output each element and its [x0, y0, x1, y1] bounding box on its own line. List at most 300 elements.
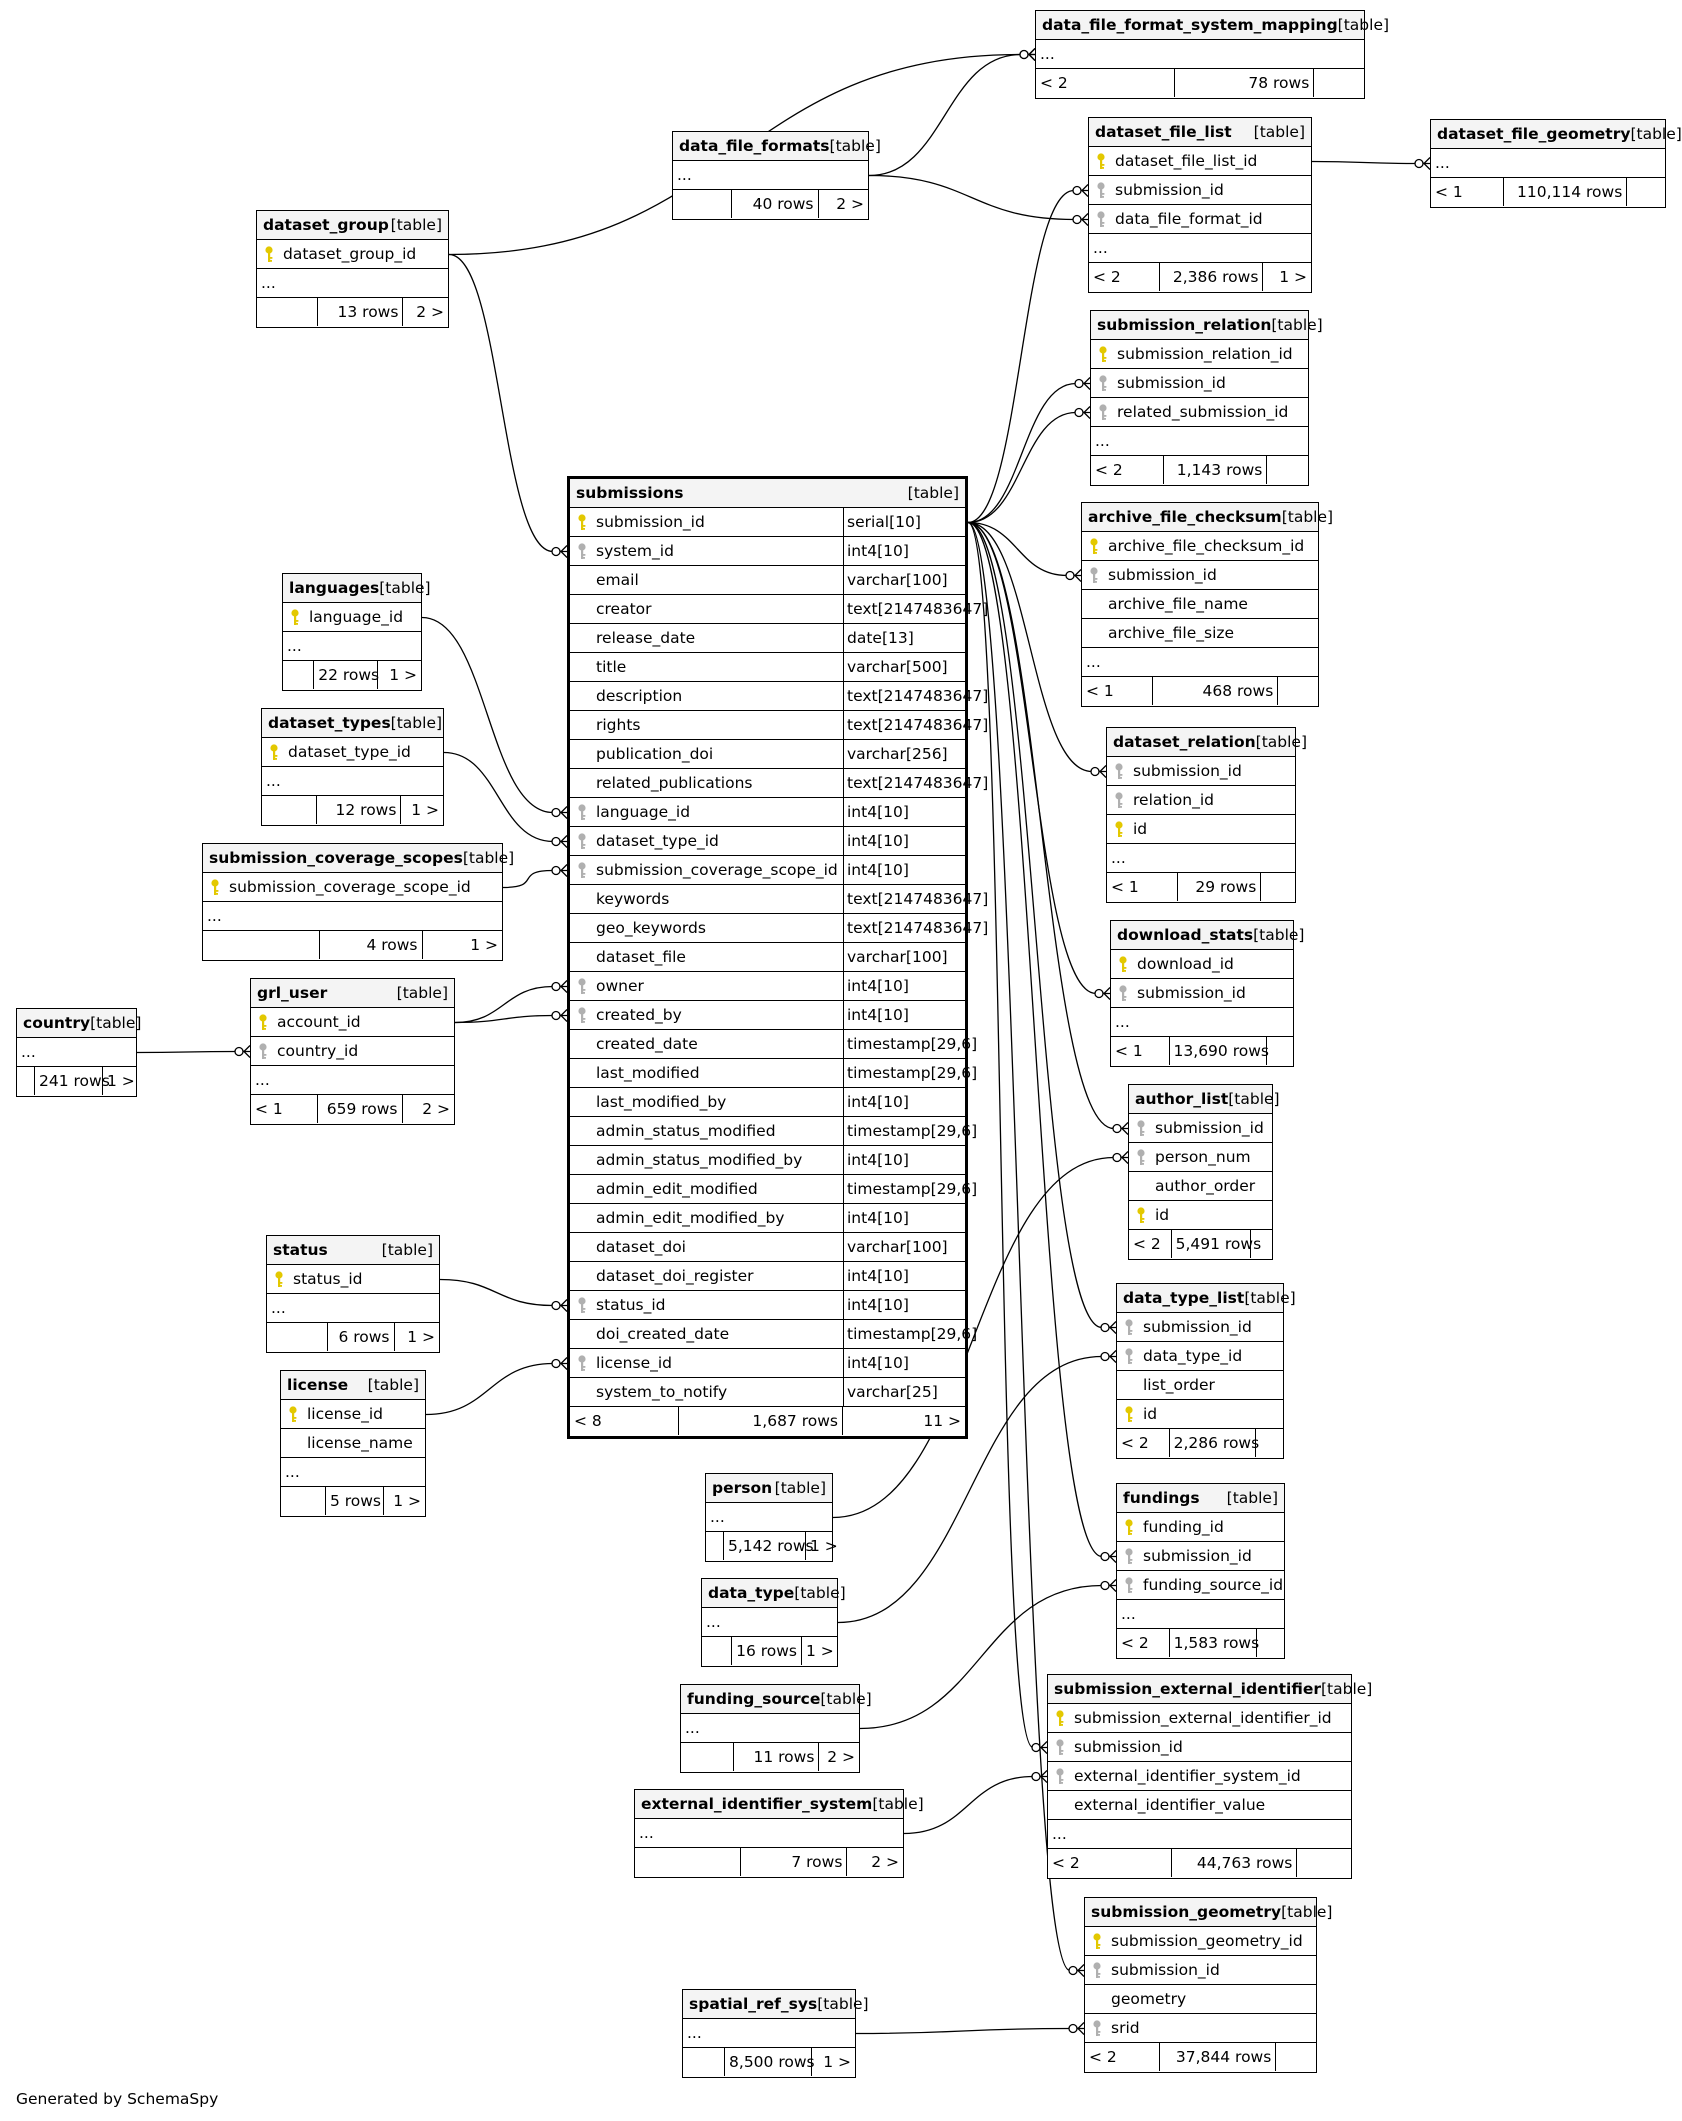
parents-count[interactable]: < 2 — [1129, 1230, 1172, 1258]
column-name: id — [1155, 1206, 1170, 1224]
column-name: description — [596, 687, 683, 705]
foreign-key-icon — [577, 1007, 587, 1024]
foreign-key-icon — [1114, 792, 1124, 809]
column-row[interactable] — [570, 1059, 978, 1088]
column-row[interactable] — [1089, 147, 1311, 176]
table-kind-label: [table] — [462, 849, 515, 867]
column-name: email — [596, 571, 639, 589]
table-header[interactable] — [1085, 1898, 1333, 1927]
column-row[interactable] — [570, 1378, 965, 1407]
children-count[interactable] — [1297, 1849, 1351, 1877]
table-name: submission_external_identifier — [1054, 1680, 1321, 1698]
parents-count[interactable] — [267, 1323, 328, 1351]
column-name: person_num — [1155, 1148, 1251, 1166]
children-count[interactable]: 2 > — [416, 303, 444, 321]
column-row[interactable] — [1129, 1172, 1272, 1201]
column-name: submission_id — [1115, 181, 1224, 199]
column-row[interactable] — [1111, 950, 1293, 979]
column-type: timestamp[29,6] — [843, 1030, 975, 1058]
column-type: varchar[500] — [843, 653, 975, 681]
parents-count[interactable]: < 2 — [1117, 1629, 1170, 1657]
primary-key-icon — [1098, 346, 1108, 363]
column-row[interactable] — [281, 1429, 425, 1458]
parents-count[interactable] — [281, 1487, 326, 1515]
parents-count[interactable] — [673, 190, 732, 218]
column-row[interactable] — [570, 1262, 965, 1291]
table-header[interactable] — [283, 574, 431, 603]
column-row[interactable] — [570, 566, 965, 595]
table-header[interactable] — [1091, 311, 1323, 340]
children-count[interactable]: 1 > — [407, 1328, 435, 1346]
column-row[interactable] — [570, 1146, 965, 1175]
more-columns-ellipsis: ... — [1089, 234, 1311, 263]
parents-count[interactable] — [683, 2048, 725, 2076]
column-row[interactable] — [1091, 369, 1308, 398]
primary-key-icon — [1114, 821, 1124, 838]
table-person[interactable] — [705, 1473, 838, 1562]
children-count[interactable] — [1261, 873, 1295, 901]
column-row[interactable] — [1117, 1542, 1284, 1571]
parents-count[interactable]: < 1 — [1111, 1037, 1170, 1065]
table-submission-geometry[interactable] — [1084, 1897, 1333, 2073]
table-kind-label: [table] — [1320, 1680, 1373, 1698]
table-kind-label: [table] — [1244, 1289, 1296, 1307]
row-count: 29 rows — [1178, 873, 1261, 901]
table-header[interactable] — [281, 1371, 425, 1400]
table-kind-label: [table] — [1271, 316, 1323, 334]
table-footer — [257, 298, 448, 327]
table-author-list[interactable] — [1128, 1084, 1280, 1260]
column-type: varchar[100] — [843, 943, 975, 971]
column-name: submission_id — [1143, 1547, 1252, 1565]
parents-count[interactable] — [203, 931, 320, 959]
column-row[interactable] — [1085, 2014, 1316, 2043]
column-row[interactable] — [251, 1008, 454, 1037]
primary-key-icon — [1092, 1933, 1102, 1950]
children-count[interactable] — [1267, 456, 1308, 484]
foreign-key-icon — [1098, 375, 1108, 392]
foreign-key-icon — [1092, 2020, 1102, 2037]
table-country[interactable] — [16, 1008, 142, 1097]
column-type: int4[10] — [843, 798, 975, 826]
column-row[interactable] — [1129, 1114, 1272, 1143]
table-header[interactable] — [1036, 11, 1390, 40]
table-name: dataset_relation — [1113, 733, 1256, 751]
more-columns-ellipsis: ... — [1036, 40, 1364, 69]
column-row[interactable] — [570, 1030, 978, 1059]
column-name: dataset_file — [596, 948, 686, 966]
column-name: submission_id — [1155, 1119, 1264, 1137]
column-row[interactable] — [1082, 561, 1318, 590]
column-row[interactable] — [1129, 1143, 1272, 1172]
column-name: submission_id — [596, 513, 705, 531]
table-header[interactable] — [702, 1579, 846, 1608]
table-footer — [283, 661, 421, 690]
table-data-file-format-system-mapping[interactable] — [1035, 10, 1390, 99]
table-header[interactable] — [1111, 921, 1305, 950]
column-row[interactable] — [570, 711, 989, 740]
column-name: submission_relation_id — [1117, 345, 1293, 363]
table-header[interactable] — [1117, 1484, 1284, 1513]
primary-key-icon — [1089, 538, 1099, 555]
column-type: varchar[256] — [843, 740, 975, 768]
table-download-stats[interactable] — [1110, 920, 1305, 1067]
column-row[interactable] — [570, 508, 965, 537]
table-dataset-group[interactable] — [256, 210, 449, 328]
column-row[interactable] — [1091, 398, 1308, 427]
column-name: admin_status_modified — [596, 1122, 776, 1140]
table-funding-source[interactable] — [680, 1684, 872, 1773]
column-row[interactable] — [257, 240, 448, 269]
column-name: system_id — [596, 542, 674, 560]
column-name: title — [596, 658, 627, 676]
children-count[interactable]: 2 > — [871, 1853, 900, 1871]
column-row[interactable] — [1085, 1927, 1316, 1956]
row-count: 7 rows — [741, 1848, 847, 1876]
table-license[interactable] — [280, 1370, 426, 1517]
table-header[interactable] — [1048, 1675, 1373, 1704]
children-count[interactable] — [1276, 2043, 1316, 2071]
table-header[interactable] — [17, 1009, 142, 1038]
column-row[interactable] — [251, 1037, 454, 1066]
column-row[interactable] — [1085, 1985, 1316, 2014]
column-name: owner — [596, 977, 644, 995]
column-row[interactable] — [1117, 1571, 1284, 1600]
column-name: account_id — [277, 1013, 361, 1031]
row-count: 13,690 rows — [1170, 1037, 1267, 1065]
children-count[interactable]: 1 > — [470, 936, 498, 954]
column-name: admin_status_modified_by — [596, 1151, 803, 1169]
foreign-key-icon — [577, 978, 587, 995]
table-footer — [1048, 1849, 1351, 1878]
children-count[interactable] — [1267, 1037, 1293, 1065]
children-count[interactable]: 1 > — [806, 1642, 834, 1660]
table-status[interactable] — [266, 1235, 440, 1353]
column-type: serial[10] — [843, 508, 975, 536]
table-footer — [262, 796, 443, 825]
table-footer — [1431, 178, 1665, 207]
column-name: release_date — [596, 629, 696, 647]
table-name: submission_relation — [1097, 316, 1272, 334]
column-row[interactable] — [570, 653, 965, 682]
column-name: language_id — [309, 608, 404, 626]
column-row[interactable] — [1048, 1733, 1351, 1762]
column-type: text[2147483647] — [843, 885, 975, 913]
children-count[interactable] — [1314, 69, 1364, 97]
more-columns-ellipsis: ... — [706, 1503, 832, 1532]
children-count[interactable]: 1 > — [389, 666, 417, 684]
column-row[interactable] — [267, 1265, 439, 1294]
column-row[interactable] — [570, 1175, 978, 1204]
primary-key-icon — [1124, 1406, 1134, 1423]
parents-count[interactable]: < 2 — [1117, 1429, 1170, 1457]
column-type: text[2147483647] — [843, 595, 975, 623]
table-footer — [1085, 2043, 1316, 2072]
table-name: country — [23, 1014, 91, 1032]
parents-count[interactable]: < 1 — [1082, 677, 1153, 705]
table-dataset-types[interactable] — [261, 708, 444, 826]
row-count: 1,143 rows — [1164, 456, 1267, 484]
table-submission-coverage-scopes[interactable] — [202, 843, 515, 961]
table-kind-label: [table] — [396, 984, 448, 1002]
column-row[interactable] — [1089, 205, 1311, 234]
table-name: dataset_file_list — [1095, 123, 1232, 141]
column-row[interactable] — [1082, 590, 1318, 619]
column-type: varchar[100] — [843, 566, 975, 594]
column-name: related_submission_id — [1117, 403, 1289, 421]
table-name: person — [712, 1479, 773, 1497]
table-spatial-ref-sys[interactable] — [682, 1989, 869, 2078]
column-row[interactable] — [1117, 1513, 1284, 1542]
column-row[interactable] — [570, 972, 965, 1001]
parents-count[interactable] — [17, 1067, 35, 1095]
parents-count[interactable] — [262, 796, 317, 824]
column-row[interactable] — [283, 603, 421, 632]
column-row[interactable] — [570, 1001, 965, 1030]
column-row[interactable] — [570, 1291, 965, 1320]
children-count[interactable]: 1 > — [411, 801, 439, 819]
column-row[interactable] — [1048, 1762, 1351, 1791]
column-row[interactable] — [570, 1349, 965, 1378]
table-header[interactable] — [683, 1990, 869, 2019]
column-type: timestamp[29,6] — [843, 1059, 975, 1087]
column-row[interactable] — [570, 856, 965, 885]
column-row[interactable] — [1111, 979, 1293, 1008]
table-footer — [673, 190, 868, 219]
column-row[interactable] — [570, 943, 965, 972]
more-columns-ellipsis: ... — [267, 1294, 439, 1323]
column-row[interactable] — [1048, 1704, 1351, 1733]
table-dataset-file-geometry[interactable] — [1430, 119, 1682, 208]
table-header[interactable] — [1129, 1085, 1280, 1114]
children-count[interactable] — [1257, 1629, 1284, 1657]
column-name: admin_edit_modified — [596, 1180, 758, 1198]
table-header[interactable] — [1431, 120, 1682, 149]
column-row[interactable] — [570, 1117, 978, 1146]
foreign-key-icon — [1092, 1962, 1102, 1979]
table-fundings[interactable] — [1116, 1483, 1285, 1659]
table-archive-file-checksum[interactable] — [1081, 502, 1334, 707]
children-count[interactable]: 1 > — [393, 1492, 421, 1510]
column-row[interactable] — [570, 914, 989, 943]
children-count[interactable]: 1 > — [107, 1072, 135, 1090]
column-row[interactable] — [1107, 815, 1295, 844]
column-name: doi_created_date — [596, 1325, 730, 1343]
column-type: int4[10] — [843, 1291, 975, 1319]
parents-count[interactable] — [283, 661, 314, 689]
column-row[interactable] — [570, 1204, 965, 1233]
table-kind-label: [table] — [907, 484, 959, 502]
column-row[interactable] — [570, 798, 965, 827]
table-header[interactable] — [203, 844, 515, 873]
column-row[interactable] — [281, 1400, 425, 1429]
column-name: external_identifier_system_id — [1074, 1767, 1301, 1785]
foreign-key-icon — [1055, 1739, 1065, 1756]
column-type: varchar[25] — [843, 1378, 975, 1406]
table-submissions[interactable] — [567, 476, 989, 1439]
table-header[interactable] — [1117, 1284, 1296, 1313]
foreign-key-icon — [1136, 1120, 1146, 1137]
column-row[interactable] — [1085, 1956, 1316, 1985]
table-header[interactable] — [267, 1236, 439, 1265]
foreign-key-icon — [1096, 182, 1106, 199]
column-row[interactable] — [570, 1233, 965, 1262]
row-count: 1,687 rows — [679, 1407, 843, 1435]
children-count[interactable]: 1 > — [810, 1537, 838, 1555]
column-row[interactable] — [1129, 1201, 1272, 1230]
column-name: download_id — [1137, 955, 1234, 973]
children-count[interactable] — [1627, 178, 1665, 206]
parents-count[interactable]: < 1 — [251, 1095, 318, 1123]
row-count: 659 rows — [318, 1095, 402, 1123]
column-row[interactable] — [570, 1320, 978, 1349]
parents-count[interactable] — [702, 1637, 732, 1665]
children-count[interactable]: 2 > — [827, 1748, 855, 1766]
more-columns-ellipsis: ... — [635, 1819, 903, 1848]
column-row[interactable] — [570, 595, 989, 624]
table-dataset-relation[interactable] — [1106, 727, 1308, 903]
table-header[interactable] — [257, 211, 448, 240]
more-columns-ellipsis: ... — [1107, 844, 1295, 873]
table-name: languages — [289, 579, 380, 597]
column-row[interactable] — [570, 740, 965, 769]
column-name: submission_id — [1143, 1318, 1252, 1336]
table-footer — [281, 1487, 425, 1516]
parents-count[interactable] — [706, 1532, 724, 1560]
table-kind-label: [table] — [794, 1584, 846, 1602]
column-name: external_identifier_value — [1074, 1796, 1266, 1814]
table-header[interactable] — [681, 1685, 872, 1714]
parents-count[interactable] — [257, 298, 318, 326]
parents-count[interactable]: < 1 — [1107, 873, 1178, 901]
column-name: submission_id — [1133, 762, 1242, 780]
foreign-key-icon — [1124, 1548, 1134, 1565]
foreign-key-icon — [577, 833, 587, 850]
parents-count[interactable]: < 2 — [1085, 2043, 1160, 2071]
parents-count[interactable]: < 2 — [1036, 69, 1175, 97]
parents-count[interactable]: < 2 — [1048, 1849, 1172, 1877]
column-name: language_id — [596, 803, 691, 821]
table-languages[interactable] — [282, 573, 431, 691]
table-footer — [681, 1743, 859, 1772]
column-row[interactable] — [1091, 340, 1308, 369]
column-row[interactable] — [570, 682, 989, 711]
table-data-type[interactable] — [701, 1578, 846, 1667]
table-submission-relation[interactable] — [1090, 310, 1323, 486]
column-row[interactable] — [262, 738, 443, 767]
table-name: dataset_group — [263, 216, 389, 234]
children-count[interactable]: 2 > — [422, 1100, 451, 1118]
parents-count[interactable] — [635, 1848, 741, 1876]
column-type: int4[10] — [843, 827, 975, 855]
table-data-type-list[interactable] — [1116, 1283, 1296, 1459]
parents-count[interactable]: < 8 — [570, 1407, 679, 1435]
column-row[interactable] — [570, 537, 965, 566]
foreign-key-icon — [577, 543, 587, 560]
column-row[interactable] — [1117, 1371, 1283, 1400]
column-row[interactable] — [570, 885, 989, 914]
column-name: submission_id — [1111, 1961, 1220, 1979]
more-columns-ellipsis: ... — [283, 632, 421, 661]
column-row[interactable] — [570, 1088, 965, 1117]
table-header[interactable] — [1107, 728, 1308, 757]
column-row[interactable] — [1082, 619, 1318, 648]
table-submission-external-identifier[interactable] — [1047, 1674, 1373, 1879]
more-columns-ellipsis: ... — [1082, 648, 1318, 677]
parents-count[interactable] — [681, 1743, 734, 1771]
row-count: 13 rows — [318, 298, 403, 326]
column-name: submission_external_identifier_id — [1074, 1709, 1332, 1727]
table-header[interactable] — [570, 479, 965, 508]
column-row[interactable] — [570, 769, 989, 798]
table-header[interactable] — [251, 979, 454, 1008]
column-row[interactable] — [1117, 1313, 1283, 1342]
column-row[interactable] — [1107, 757, 1295, 786]
table-footer — [635, 1848, 903, 1877]
row-count: 8,500 rows — [725, 2048, 812, 2076]
table-grl-user[interactable] — [250, 978, 455, 1125]
column-row[interactable] — [1117, 1342, 1283, 1371]
column-row[interactable] — [570, 624, 965, 653]
children-count[interactable]: 2 > — [836, 195, 865, 213]
more-columns-ellipsis: ... — [251, 1066, 454, 1095]
column-row[interactable] — [1089, 176, 1311, 205]
column-name: relation_id — [1133, 791, 1214, 809]
table-kind-label: [table] — [1630, 125, 1682, 143]
table-data-file-formats[interactable] — [672, 131, 881, 220]
children-count[interactable]: 1 > — [823, 2053, 851, 2071]
column-type: int4[10] — [843, 537, 975, 565]
table-external-identifier-system[interactable] — [634, 1789, 924, 1878]
more-columns-ellipsis: ... — [1117, 1600, 1284, 1629]
table-name: data_type_list — [1123, 1289, 1245, 1307]
table-header[interactable] — [1089, 118, 1311, 147]
row-count: 6 rows — [328, 1323, 394, 1351]
table-header[interactable] — [706, 1474, 832, 1503]
table-dataset-file-list[interactable] — [1088, 117, 1312, 293]
table-kind-label: [table] — [774, 1479, 826, 1497]
column-type: int4[10] — [843, 1001, 975, 1029]
table-header[interactable] — [673, 132, 881, 161]
primary-key-icon — [269, 744, 279, 761]
children-count[interactable] — [1251, 1230, 1272, 1258]
children-count[interactable] — [1256, 1429, 1283, 1457]
generated-by-caption: Generated by SchemaSpy — [16, 2090, 219, 2108]
table-header[interactable] — [635, 1790, 924, 1819]
column-row[interactable] — [1117, 1400, 1283, 1429]
table-name: external_identifier_system — [641, 1795, 873, 1813]
primary-key-icon — [290, 609, 300, 626]
parents-count[interactable]: < 2 — [1091, 456, 1164, 484]
column-row[interactable] — [1048, 1791, 1351, 1820]
column-row[interactable] — [570, 827, 965, 856]
table-footer — [1111, 1037, 1293, 1066]
column-row[interactable] — [203, 873, 502, 902]
parents-count[interactable]: < 2 — [1089, 263, 1160, 291]
table-name: license — [287, 1376, 349, 1394]
children-count[interactable] — [1278, 677, 1318, 705]
children-count[interactable]: 1 > — [1279, 268, 1307, 286]
table-header[interactable] — [1082, 503, 1334, 532]
table-kind-label: [table] — [390, 216, 442, 234]
column-row[interactable] — [1107, 786, 1295, 815]
column-type: timestamp[29,6] — [843, 1117, 975, 1145]
table-header[interactable] — [262, 709, 443, 738]
parents-count[interactable]: < 1 — [1431, 178, 1504, 206]
column-name: archive_file_checksum_id — [1108, 537, 1305, 555]
children-count[interactable]: 11 > — [923, 1412, 961, 1430]
column-row[interactable] — [1082, 532, 1318, 561]
